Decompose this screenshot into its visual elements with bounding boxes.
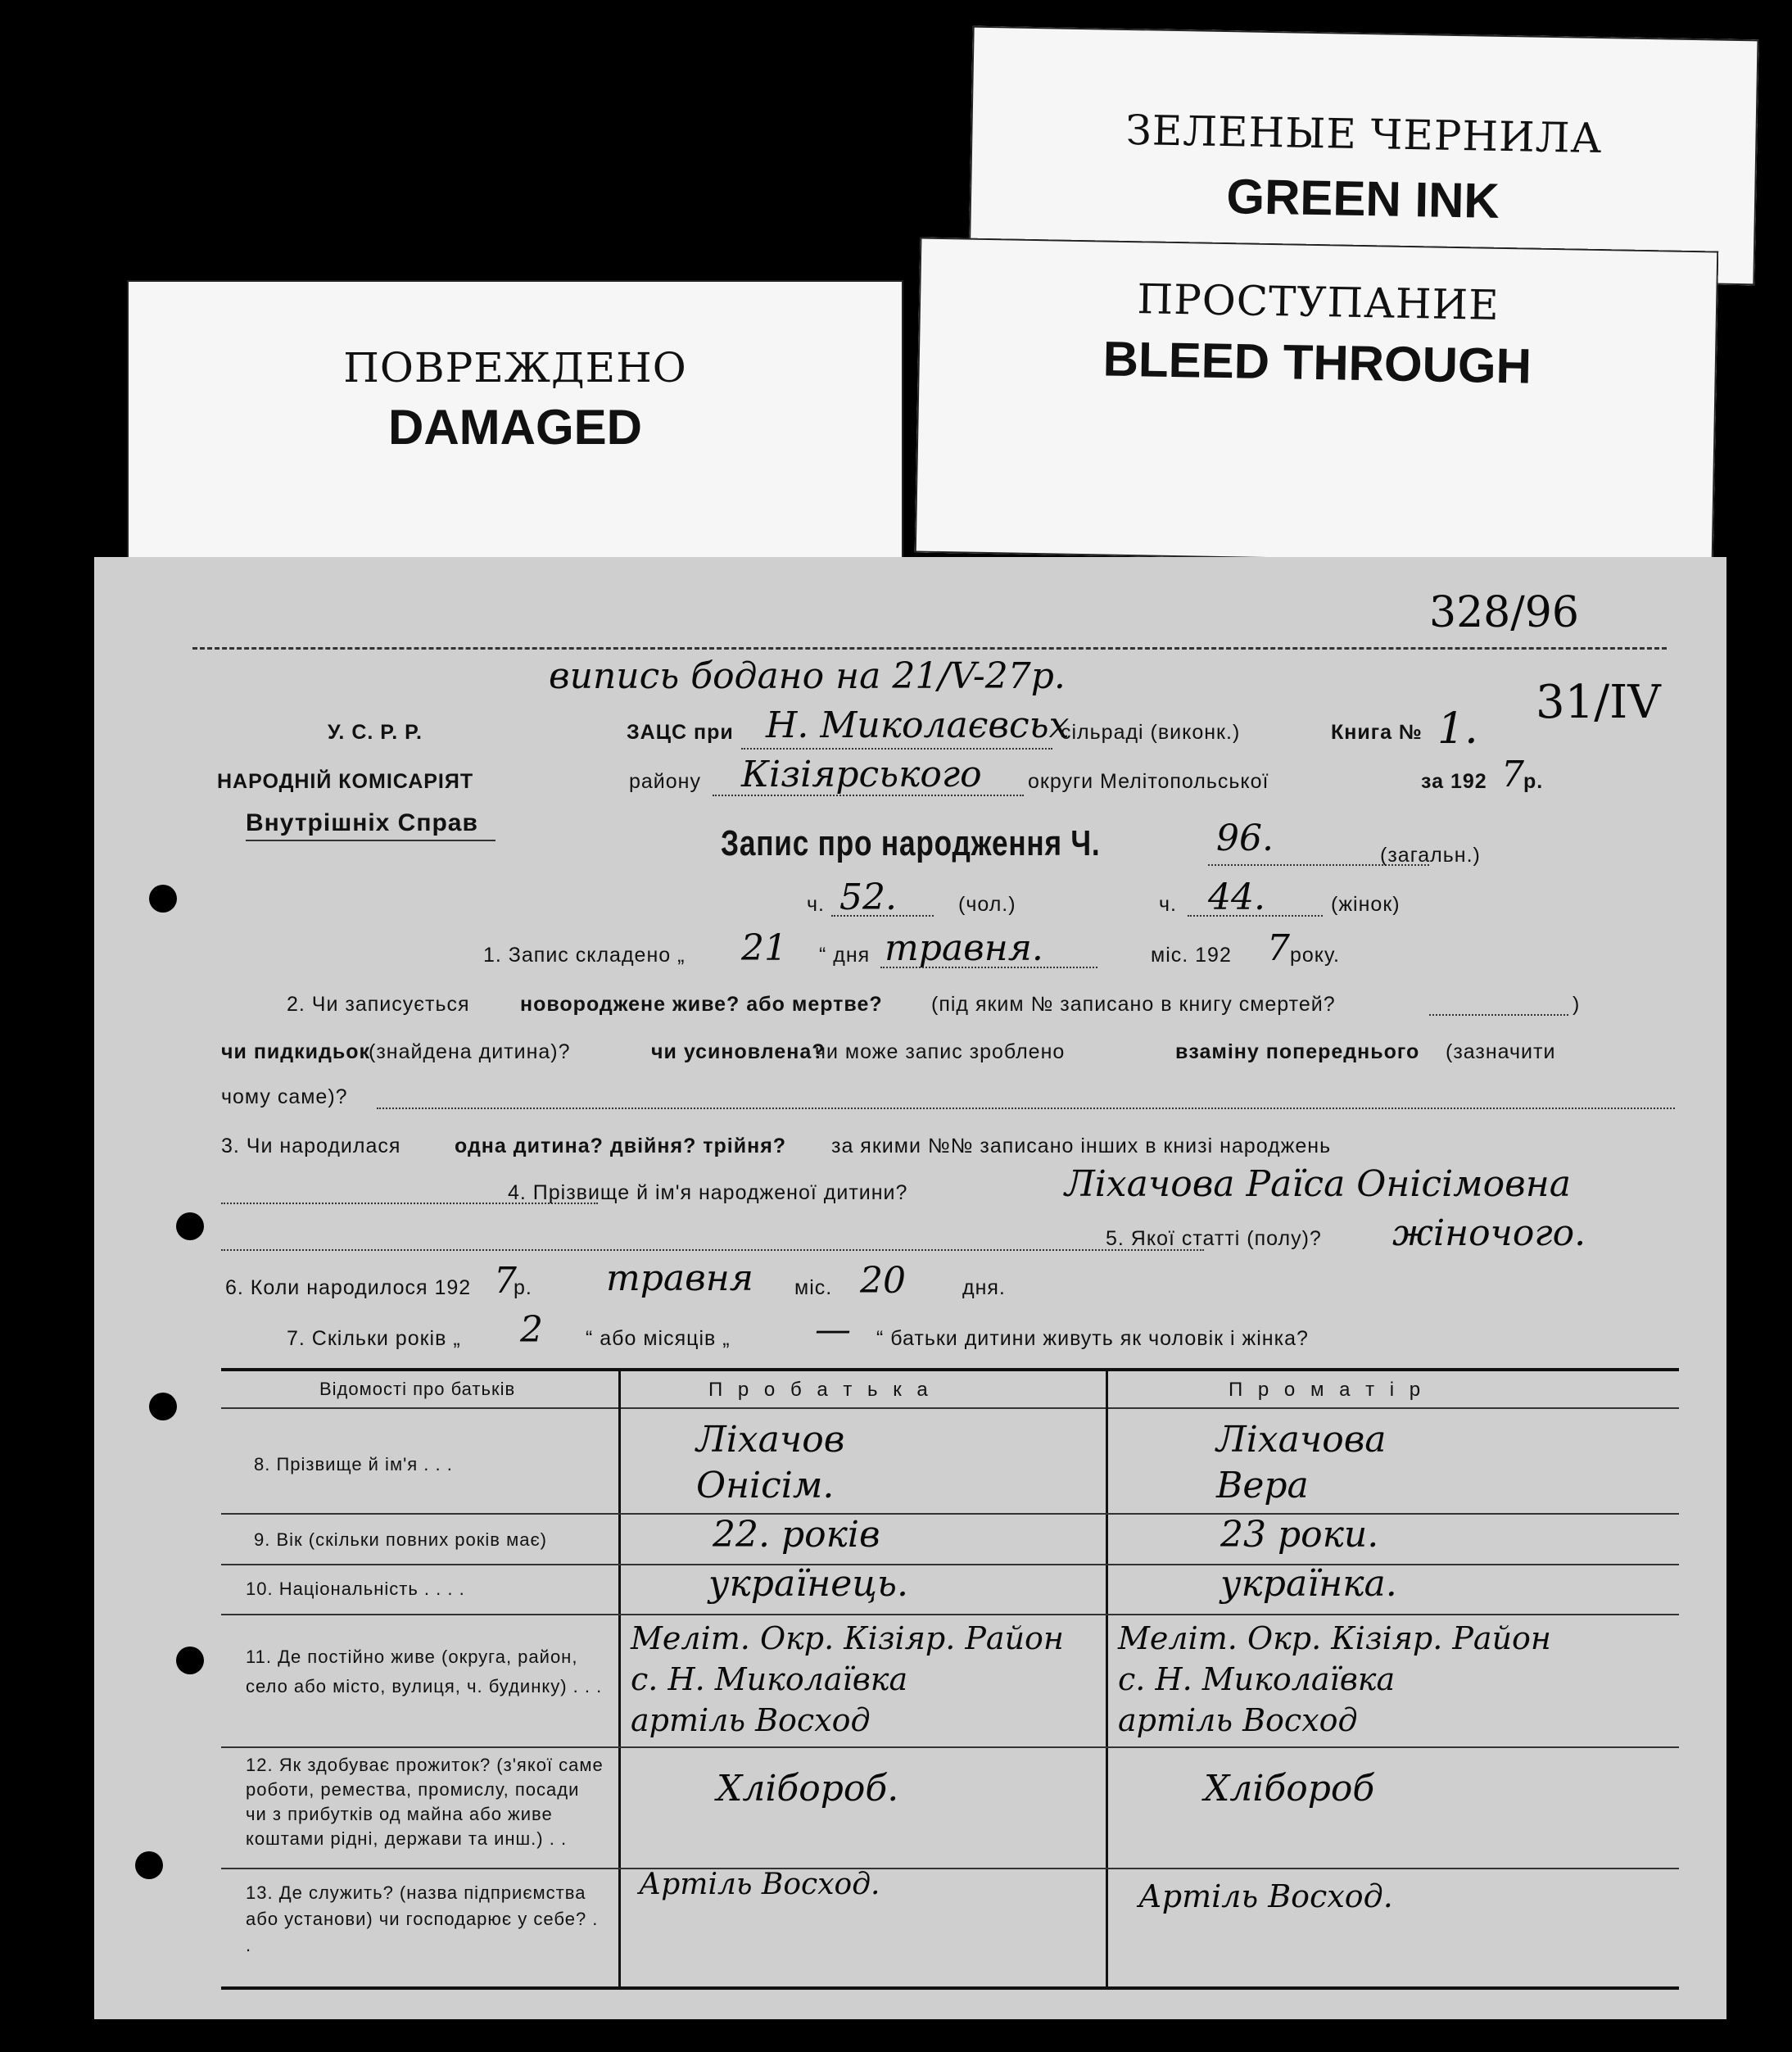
q7-b: “ або місяців „: [586, 1327, 731, 1350]
punch-hole: [176, 1647, 204, 1674]
q6-a: 6. Коли народилося 192: [225, 1276, 472, 1299]
q1-b: “ дня: [819, 944, 871, 967]
q3-a: 3. Чи народилася: [221, 1135, 401, 1157]
q7-months: —: [815, 1309, 851, 1351]
q6-b: р.: [514, 1276, 532, 1299]
district-label: району: [629, 770, 701, 793]
q2-2a: чи пидкидьок: [221, 1040, 371, 1063]
q2-2d: чи може запис зроблено: [815, 1040, 1066, 1063]
label-damaged-en: DAMAGED: [388, 400, 642, 455]
row-label: 11. Де постійно живе (округа, район, село або місто, вулиця, ч. будинку) . . .: [246, 1647, 603, 1696]
record-number: 96.: [1216, 818, 1274, 859]
q2-2f: (зазначити: [1446, 1040, 1556, 1063]
q3-c: за якими №№ записано інших в книзі народжень: [831, 1135, 1332, 1157]
q2-2c: чи усиновлена?: [651, 1040, 826, 1063]
female-ch: ч.: [1159, 893, 1177, 916]
punch-hole: [149, 885, 177, 913]
q7-c: “ батьки дитини живуть як чоловік і жінка?: [876, 1327, 1309, 1350]
q2-1a: 2. Чи записується: [287, 993, 470, 1016]
row-label: 13. Де служить? (назва підприємства або установи) чи господарює у себе? . .: [246, 1882, 599, 1955]
chol-label: (чол.): [958, 893, 1016, 916]
birth-record-form: [94, 557, 1726, 2019]
commissariat-heading: НАРОДНІЙ КОМІСАРІЯТ: [217, 770, 474, 793]
punch-hole: [176, 1212, 204, 1240]
row-label: 8. Прізвище й ім'я . . .: [254, 1454, 453, 1474]
q1-c: міс. 192: [1151, 944, 1232, 967]
label-bleed-en: BLEED THROUGH: [1102, 331, 1532, 394]
row-label: 12. Як здобуває прожиток? (з'якої саме роботи, ремества, промислу, посади чи з прибутків од майна або живе коштами рідні, держави та инш.) . .: [246, 1755, 604, 1849]
archive-number-b: 31/IV: [1536, 676, 1661, 729]
q6-d: дня.: [962, 1276, 1006, 1299]
q1-a: 1. Запис складено „: [483, 944, 686, 967]
q7-years: 2: [520, 1309, 543, 1351]
q4-label: 4. Прізвище й ім'я народженої дитини?: [508, 1181, 908, 1204]
q3-b: одна дитина? двійня? трійня?: [455, 1135, 787, 1157]
row-label: 9. Вік (скільки повних років має): [254, 1529, 548, 1550]
label-bleed-ru: ПРОСТУПАНИЕ: [1137, 275, 1500, 329]
q6-year: 7: [494, 1260, 517, 1302]
male-ch: ч.: [807, 893, 825, 916]
record-title: Запис про народження Ч.: [721, 823, 1101, 863]
q4-value: Ліхачова Раїса Онісімовна: [1065, 1163, 1571, 1205]
mother-occupation: Хлібороб: [1204, 1768, 1375, 1810]
q1-year: 7: [1267, 927, 1290, 969]
year-value: 7: [1501, 754, 1524, 795]
book-value: 1.: [1437, 704, 1478, 754]
ussr-heading: У. С. Р. Р.: [328, 721, 423, 744]
internal-affairs: Внутрішніх Справ: [246, 809, 478, 836]
label-bleed-through: [915, 238, 1719, 567]
q5-label: 5. Якої статті (полу)?: [1106, 1227, 1322, 1250]
q2-1d: ): [1573, 993, 1581, 1016]
father-workplace: Артіль Восход.: [639, 1868, 880, 1901]
q2-2b: (знайдена дитина)?: [369, 1040, 571, 1063]
mother-workplace: Артіль Восход.: [1138, 1878, 1393, 1914]
q5-value: жіночого.: [1392, 1212, 1586, 1254]
mother-age: 23 роки.: [1220, 1514, 1379, 1556]
col-header-father: П р о б а т ь к а: [708, 1379, 933, 1401]
father-name: Ліхачов Онісім.: [696, 1419, 845, 1506]
year-label: за 192: [1421, 770, 1487, 793]
col-header-info: Відомості про батьків: [319, 1379, 516, 1399]
zags-label: ЗАЦС при: [627, 721, 734, 744]
q2-3: чому саме)?: [221, 1085, 348, 1108]
label-damaged: [127, 280, 903, 567]
label-green-ink-ru: ЗЕЛЕНЫЕ ЧЕРНИЛА: [1125, 106, 1603, 163]
zhinok-label: (жінок): [1331, 893, 1401, 916]
male-number: 52.: [839, 877, 897, 918]
q2-1b: новороджене живе? або мертве?: [520, 993, 883, 1016]
archive-number: 328/96: [1429, 588, 1579, 637]
q6-month: травня: [606, 1257, 753, 1299]
okrug-label: округи Мелітопольської: [1028, 770, 1269, 793]
father-occupation: Хлібороб.: [717, 1768, 899, 1810]
year-suffix: р.: [1523, 770, 1544, 793]
q2-2e: взаміну попереднього: [1175, 1040, 1420, 1063]
q6-c: міс.: [794, 1276, 833, 1299]
q1-day: 21: [741, 927, 787, 969]
q1-d: року.: [1290, 944, 1340, 967]
zagal-label: (загальн.): [1380, 844, 1481, 867]
father-residence: Меліт. Окр. Кізіяр. Район с. Н. Миколаївка артіль Восход: [631, 1620, 1064, 1738]
row-label: 10. Національність . . . .: [246, 1579, 465, 1599]
label-damaged-ru: ПОВРЕЖДЕНО: [343, 344, 687, 392]
father-nationality: українець.: [708, 1563, 908, 1605]
col-header-mother: П р о м а т і р: [1229, 1379, 1426, 1401]
mother-residence: Меліт. Окр. Кізіяр. Район с. Н. Миколаївка артіль Восход: [1118, 1620, 1551, 1738]
zags-value: Н. Миколаєвсьх: [766, 704, 1070, 746]
silradi-label: сільраді (виконк.): [1061, 721, 1241, 744]
mother-name: Ліхачова Вера: [1216, 1419, 1387, 1506]
punch-hole: [149, 1393, 177, 1420]
q1-month: травня.: [885, 927, 1043, 969]
district-value: Кізіярського: [741, 754, 982, 795]
mother-nationality: українка.: [1220, 1563, 1397, 1605]
book-label: Книга №: [1331, 721, 1423, 744]
q2-1c: (під яким № записано в книгу смертей?: [931, 993, 1336, 1016]
female-number: 44.: [1208, 877, 1265, 918]
q7-a: 7. Скільки років „: [287, 1327, 461, 1350]
punch-hole: [135, 1851, 163, 1879]
header-note: випись бодано на 21/V-27р.: [549, 655, 1066, 697]
label-green-ink-en: GREEN INK: [1225, 169, 1500, 229]
q6-day: 20: [860, 1260, 906, 1302]
father-age: 22. років: [713, 1514, 880, 1556]
